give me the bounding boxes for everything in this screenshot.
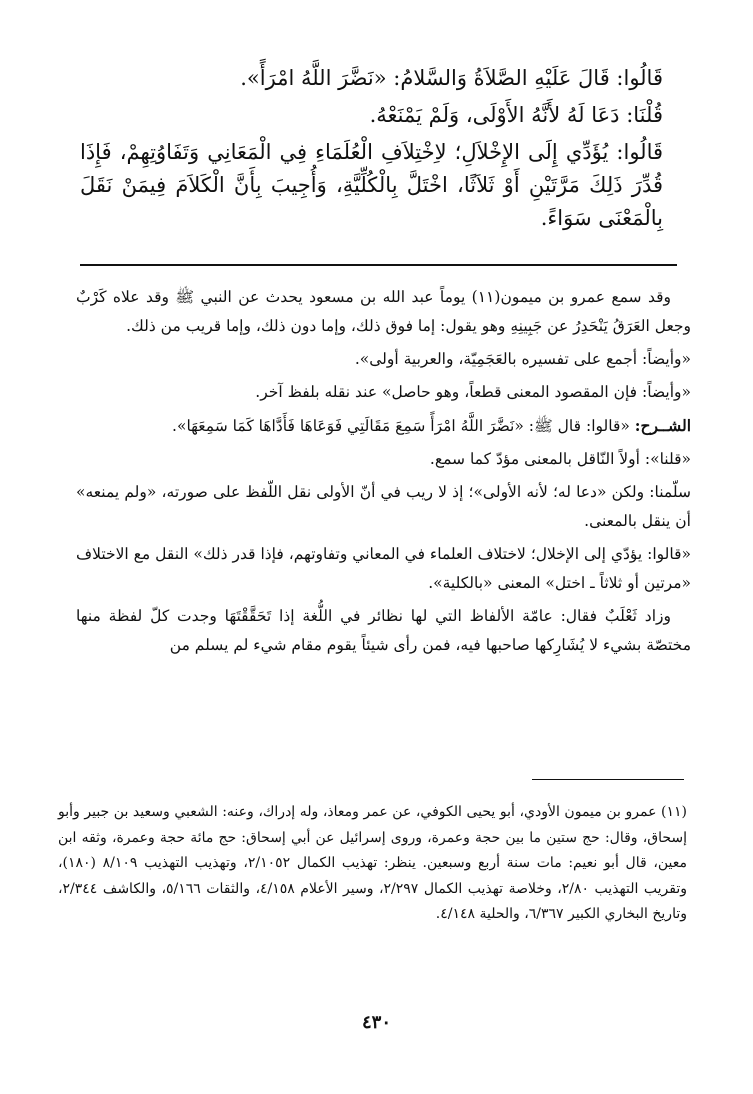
commentary-paragraph-8: وزاد ثَعْلَبٌ فقال: عامّة الألفاظ التي لها نظائر في اللُّغة إذا تَحَقَّقْتَهَا وجدت كلّ لفظة منها مختصّة بشيء لا يُشَارِكها صاحبها فيه، فمن رأى شيئاً يقوم مقام شيء لم يسلم من <box>76 607 691 654</box>
commentary-block <box>76 283 691 664</box>
matn-line-3: قَالُوا: يُؤَدِّي إِلَى الإِخْلاَلِ؛ لاِخْتِلاَفِ الْعُلَمَاءِ فِي الْمَعَانِي وَتَفَاوُتِهِمْ، فَإِذَا قُدِّرَ ذَلِكَ مَرَّتَيْنِ أَوْ ثَلاَثًا، اخْتَلَّ بِالْكُلِّيَّةِ، وَأُجِيبَ بِأَنَّ الْكَلاَمَ فِيمَنْ نَقَلَ بِالْمَعْنَى سَوَاءً. <box>80 140 663 230</box>
page-number: ٤٣٠ <box>361 1012 391 1033</box>
commentary-paragraph-5: «قلنا»: أولاً النّاقل بالمعنى مؤدّ كما سمع. <box>429 450 691 468</box>
commentary-paragraph-3: «وأيضاً: فإن المقصود المعنى قطعاً، وهو حاصل» عند نقله بلفظ آخر. <box>255 383 691 401</box>
footnote-block <box>58 800 687 928</box>
footnote-rule <box>532 779 684 780</box>
commentary-paragraph-7: «قالوا: يؤدّي إلى الإخلال؛ لاختلاف العلماء في المعاني وتفاوتهم، فإذا قدر ذلك» النقل مع الاختلاف «مرتين أو ثلاثاً ـ اختل» المعنى «بالكلية». <box>76 545 691 592</box>
matn-line-1: قَالُوا: قَالَ عَلَيْهِ الصَّلاَةُ وَالسَّلامُ: «نَضَّرَ اللَّهُ امْرَأً». <box>240 66 663 90</box>
separator-rule <box>80 264 677 266</box>
sharh-heading-text: «قالوا: قال ﷺ: «نَضَّرَ اللَّهُ امْرَأً سَمِعَ مَقَالَتِي فَوَعَاهَا فَأَدَّاهَا كَمَا سَمِعَهَا». <box>172 417 630 435</box>
footnote-11: (١١) عمرو بن ميمون الأودي، أبو يحيى الكوفي، عن عمر ومعاذ، وله إدراك، وعنه: الشعبي وسعيد بن جبير وأبو إسحاق، وقال: حج ستين ما بين حجة وعمرة، وروى إسرائيل عن أبي إسحاق: حج مائة حجة وعمرة، وثقه ابن معين، قال أبو نعيم: مات سنة أربع وسبعين. ينظر: تهذيب الكمال ٢/١٠٥٢، وتهذيب التهذيب ٨/١٠٩ (١٨٠)، وتقريب التهذيب ٢/٨٠، وخلاصة تهذيب الكمال ٢/٢٩٧، وسير الأعلام ٤/١٥٨، والثقات ٥/١٦٦، والكاشف ٢/٣٤٤، وتاريخ البخاري الكبير ٦/٣٦٧، والحلية ٤/١٤٨. <box>58 804 687 922</box>
sharh-heading: الشــرح: <box>634 416 691 435</box>
commentary-paragraph-1: وقد سمع عمرو بن ميمون(١١) يوماً عبد الله بن مسعود يحدث عن النبي ﷺ وقد علاه كَرْبٌ وجعل العَرَقُ يَنْحَدِرُ عن جَبِينِهِ وهو يقول: إما فوق ذلك، وإما دون ذلك، وإما قريب من ذلك. <box>76 288 691 335</box>
commentary-paragraph-4 <box>76 411 691 441</box>
matn-line-2: قُلْنَا: دَعَا لَهُ لأَنَّهُ الأَوْلَى، وَلَمْ يَمْنَعْهُ. <box>369 103 663 127</box>
main-text-block <box>80 62 663 235</box>
commentary-paragraph-6: سلّمنا: ولكن «دعا له؛ لأنه الأولى»؛ إذ لا ريب في أنّ الأولى نقل اللّفظ على صورته، «ولم يمنعه» أن ينقل بالمعنى. <box>76 483 691 530</box>
commentary-paragraph-2: «وأيضاً: أجمع على تفسيره بالعَجَمِيّة، والعربية أولى». <box>354 350 691 368</box>
